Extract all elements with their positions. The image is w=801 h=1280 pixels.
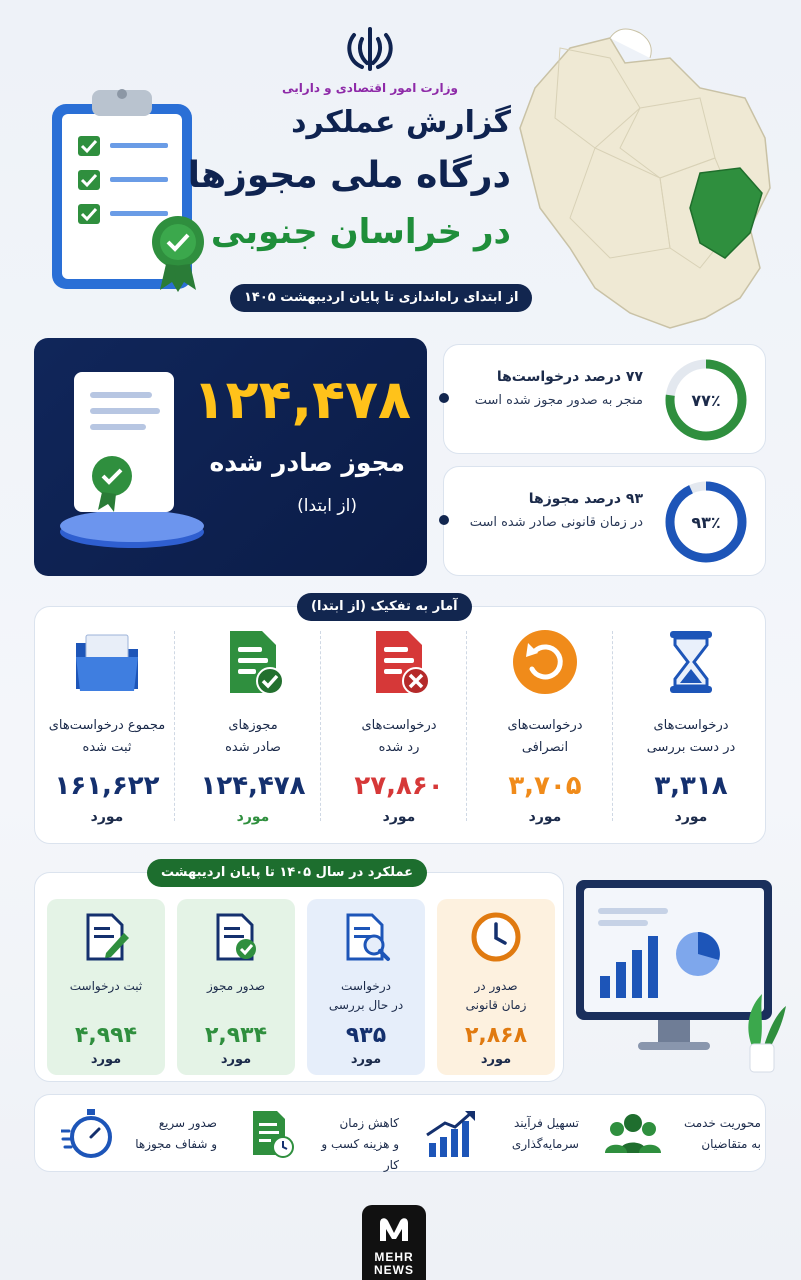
stat-unit: مورد [236,809,270,825]
stat-label-1: مجموع درخواست‌های [48,718,166,733]
year-value: ۴,۹۹۴ [74,1023,138,1048]
connector-dot [439,515,449,525]
stat-label-2: انصرافی [521,740,569,755]
stat-total-registered [37,627,177,825]
mehr-logo-icon [374,1211,414,1247]
stat-label-2: ثبت شده [82,740,132,755]
year-panel [34,865,564,1082]
year-label-1: ثبت درخواست [69,979,143,993]
document-search-icon [340,911,392,963]
stopwatch-icon [61,1109,117,1159]
rejected-document-icon [364,627,434,697]
clock-icon [470,911,522,963]
hero-total-card [34,338,427,576]
stat-value: ۳,۳۱۸ [654,771,728,801]
monitor-illustration [574,876,788,1086]
stat-label-2: صادر شده [225,740,281,755]
undo-icon [510,627,580,697]
percent-card-issued [443,344,766,454]
year-label-2: زمان قانونی [465,998,527,1012]
hero-number: ۱۲۴,۴۷۸ [192,368,411,431]
stat-label-1: مجوزهای [228,718,278,733]
stat-label-1: درخواست‌های [361,718,437,733]
hero-label: مجوز صادر شده [209,448,405,477]
year-unit: مورد [220,1052,252,1067]
stat-unit: مورد [674,809,708,825]
year-legal-time [437,899,555,1075]
feature-line-1: تسهیل فرآیند [513,1116,579,1130]
progress-ring [663,357,749,443]
feature-line-2: سرمایه‌گذاری [511,1137,579,1151]
connector-dot [439,393,449,403]
title-line-1: گزارش عملکرد [291,105,511,140]
period-badge: از ابتدای راه‌اندازی تا پایان اردیبهشت ۱۴۰۵ [230,284,532,312]
feature-line-1: کاهش زمان [339,1116,399,1130]
folder-icon [72,627,142,697]
percent-card-title: ۹۳ درصد مجوزها [528,491,643,507]
percent-card-desc: در زمان قانونی صادر شده است [469,515,643,530]
hero-sub: (از ابتدا) [297,496,357,516]
year-value: ۹۳۵ [345,1023,387,1048]
ministry-label: وزارت امور اقتصادی و دارایی [282,81,458,95]
year-issued [177,899,295,1075]
feature-fast-issuance [47,1107,217,1161]
document-edit-icon [80,911,132,963]
year-unit: مورد [350,1052,382,1067]
title-line-3: در خراسان جنوبی [210,212,511,252]
percent-card-desc: منجر به صدور مجوز شده است [474,393,643,408]
year-unit: مورد [90,1052,122,1067]
hourglass-icon [656,627,726,697]
breakdown-panel [34,599,766,844]
feature-line-1: صدور سریع [158,1116,217,1130]
stat-value: ۲۷,۸۶۰ [354,771,444,801]
stat-pending [621,627,761,825]
percent-card-title: ۷۷ درصد درخواست‌ها [496,369,643,385]
year-label-1: صدور در [474,979,518,993]
year-title: عملکرد در سال ۱۴۰۵ تا پایان اردیبهشت [147,859,427,887]
year-label-2: در حال بررسی [328,998,404,1012]
iran-emblem-icon [340,25,400,75]
feature-line-1: محوریت خدمت [683,1116,761,1130]
stat-label-2: رد شده [378,740,420,755]
feature-customer-focus [591,1107,761,1161]
stat-value: ۳,۷۰۵ [508,771,582,801]
iran-map [500,18,790,338]
stat-value: ۱۲۴,۴۷۸ [200,771,306,801]
breakdown-title: آمار به تفکیک (از ابتدا) [297,593,472,621]
stat-issued [183,627,323,825]
feature-cost-reduction [229,1107,399,1172]
year-label-1: درخواست [341,979,391,993]
percent-value: ۷۷٪ [691,391,721,410]
progress-ring [663,479,749,565]
stat-unit: مورد [528,809,562,825]
mehr-news-logo [362,1205,426,1280]
year-label-1: صدور مجوز [206,979,266,993]
year-unit: مورد [480,1052,512,1067]
feature-investment [409,1107,579,1161]
percent-value: ۹۳٪ [691,513,721,532]
feature-line-2: و شفاف مجوزها [135,1137,217,1151]
monitor-chart-icon [574,876,788,1086]
logo-word-1: MEHR [374,1250,414,1264]
year-value: ۲,۸۶۸ [464,1023,528,1048]
people-icon [605,1109,661,1159]
stat-value: ۱۶۱,۶۲۲ [54,771,160,801]
year-value: ۲,۹۳۴ [204,1023,268,1048]
stat-label-2: در دست بررسی [646,740,736,755]
growth-chart-icon [423,1109,479,1159]
stat-rejected [329,627,469,825]
year-registered [47,899,165,1075]
feature-line-2: به متقاضیان [701,1137,761,1151]
document-check-icon [210,911,262,963]
stat-label-1: درخواست‌های [507,718,583,733]
approved-document-icon [218,627,288,697]
document-check-icon [243,1109,299,1159]
year-under-review [307,899,425,1075]
logo-word-2: NEWS [374,1263,414,1277]
map-icon [500,18,790,338]
stat-unit: مورد [382,809,416,825]
certificate-icon [52,364,212,554]
stat-unit: مورد [90,809,124,825]
features-strip [34,1094,766,1172]
stat-label-1: درخواست‌های [653,718,729,733]
feature-line-2: و هزینه کسب و کار [321,1137,399,1172]
ministry-emblem [270,25,470,95]
title-line-2: درگاه ملی مجوزها [187,155,511,196]
stat-withdrawn [475,627,615,825]
percent-card-legal-time [443,466,766,576]
